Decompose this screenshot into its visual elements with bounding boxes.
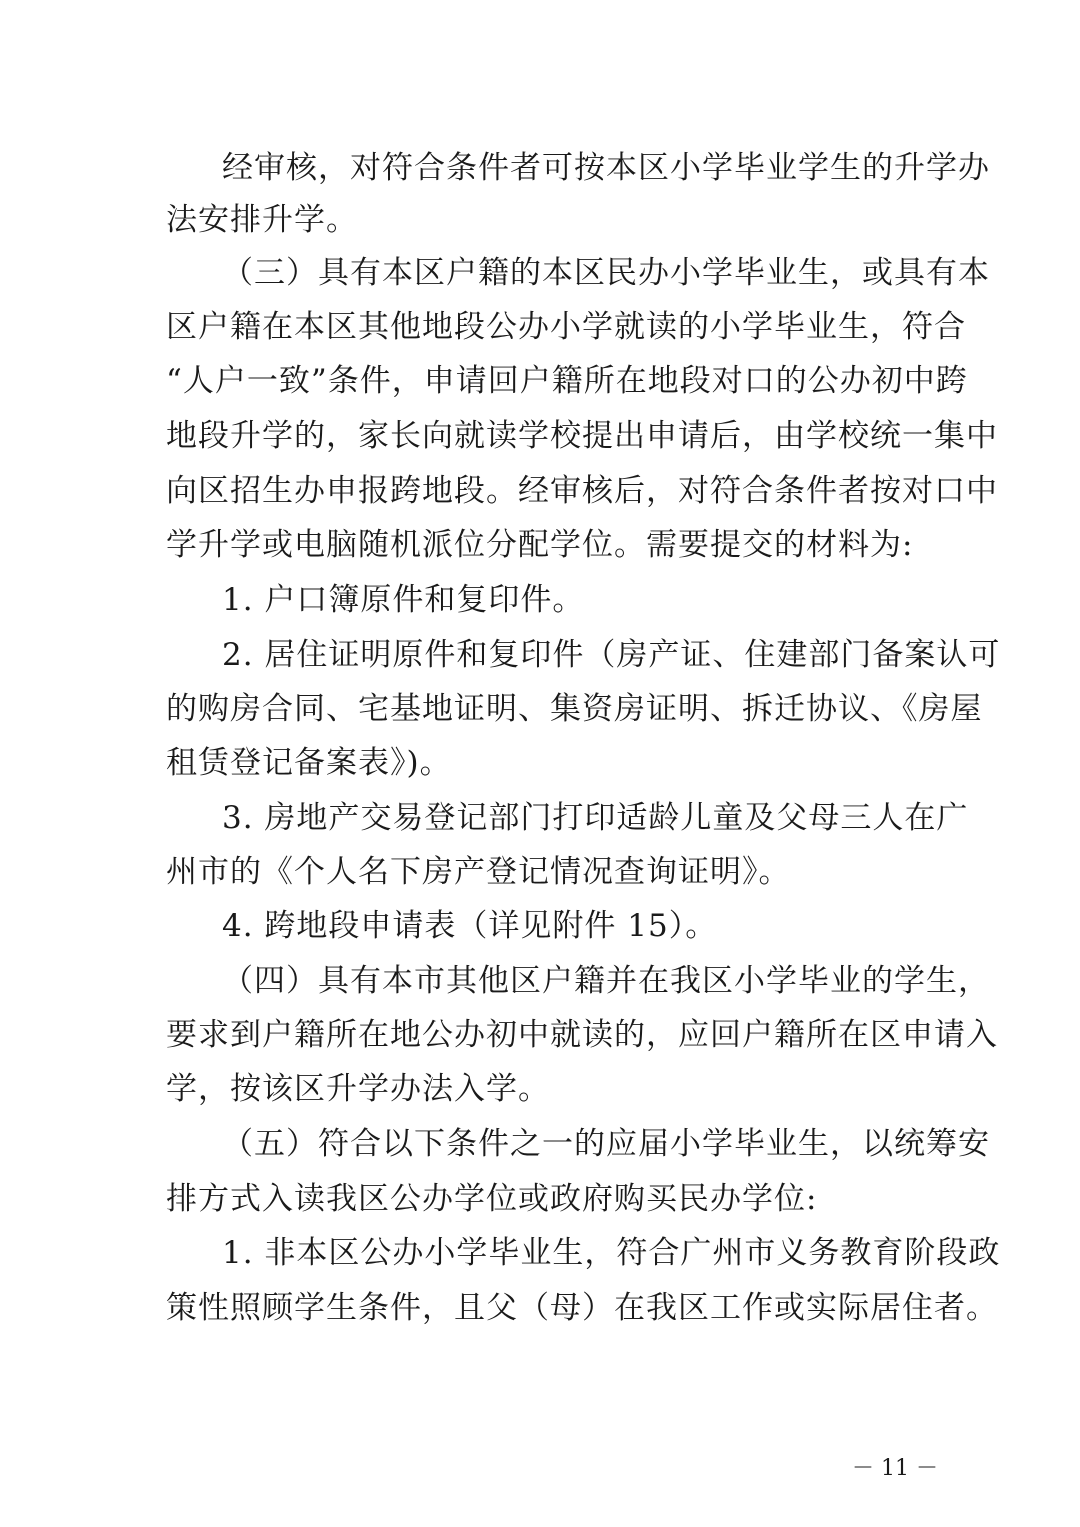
text-line: 经审核，对符合条件者可按本区小学毕业学生的升学办 — [222, 150, 990, 186]
text-line: 向区招生办申报跨地段。经审核后，对符合条件者按对口中 — [166, 473, 998, 509]
text-line: 学，按该区升学办法入学。 — [166, 1071, 550, 1107]
text-line: 1. 非本区公办小学毕业生，符合广州市义务教育阶段政 — [222, 1235, 1001, 1271]
text-line: （五）符合以下条件之一的应届小学毕业生，以统筹安 — [222, 1126, 990, 1162]
text-line: 州市的《个人名下房产登记情况查询证明》。 — [166, 854, 791, 890]
text-line: 排方式入读我区公办学位或政府购买民办学位: — [166, 1181, 818, 1217]
text-line: 4. 跨地段申请表（详见附件 15）。 — [222, 908, 718, 944]
text-line: 租赁登记备案表》)。 — [166, 745, 452, 781]
text-line: 3. 房地产交易登记部门打印适龄儿童及父母三人在广 — [222, 800, 969, 836]
text-line: 法安排升学。 — [166, 202, 358, 238]
text-line: 学升学或电脑随机派位分配学位。需要提交的材料为: — [166, 527, 914, 563]
text-line: 的购房合同、宅基地证明、集资房证明、拆迁协议、《房屋 — [166, 691, 983, 727]
page-number: － 11 － — [852, 1456, 938, 1481]
text-line: （四）具有本市其他区户籍并在我区小学毕业的学生， — [222, 963, 990, 999]
text-line: 策性照顾学生条件，且父（母）在我区工作或实际居住者。 — [166, 1290, 998, 1326]
text-line: （三）具有本区户籍的本区民办小学毕业生，或具有本 — [222, 255, 990, 291]
text-line: 要求到户籍所在地公办初中就读的，应回户籍所在区申请入 — [166, 1017, 998, 1053]
text-line: 地段升学的，家长向就读学校提出申请后，由学校统一集中 — [166, 418, 998, 454]
text-line: 2. 居住证明原件和复印件（房产证、住建部门备案认可 — [222, 637, 1001, 673]
text-line: “人户一致”条件，申请回户籍所在地段对口的公办初中跨 — [166, 363, 968, 399]
text-line: 区户籍在本区其他地段公办小学就读的小学毕业生，符合 — [166, 309, 966, 345]
text-line: 1. 户口簿原件和复印件。 — [222, 582, 585, 618]
